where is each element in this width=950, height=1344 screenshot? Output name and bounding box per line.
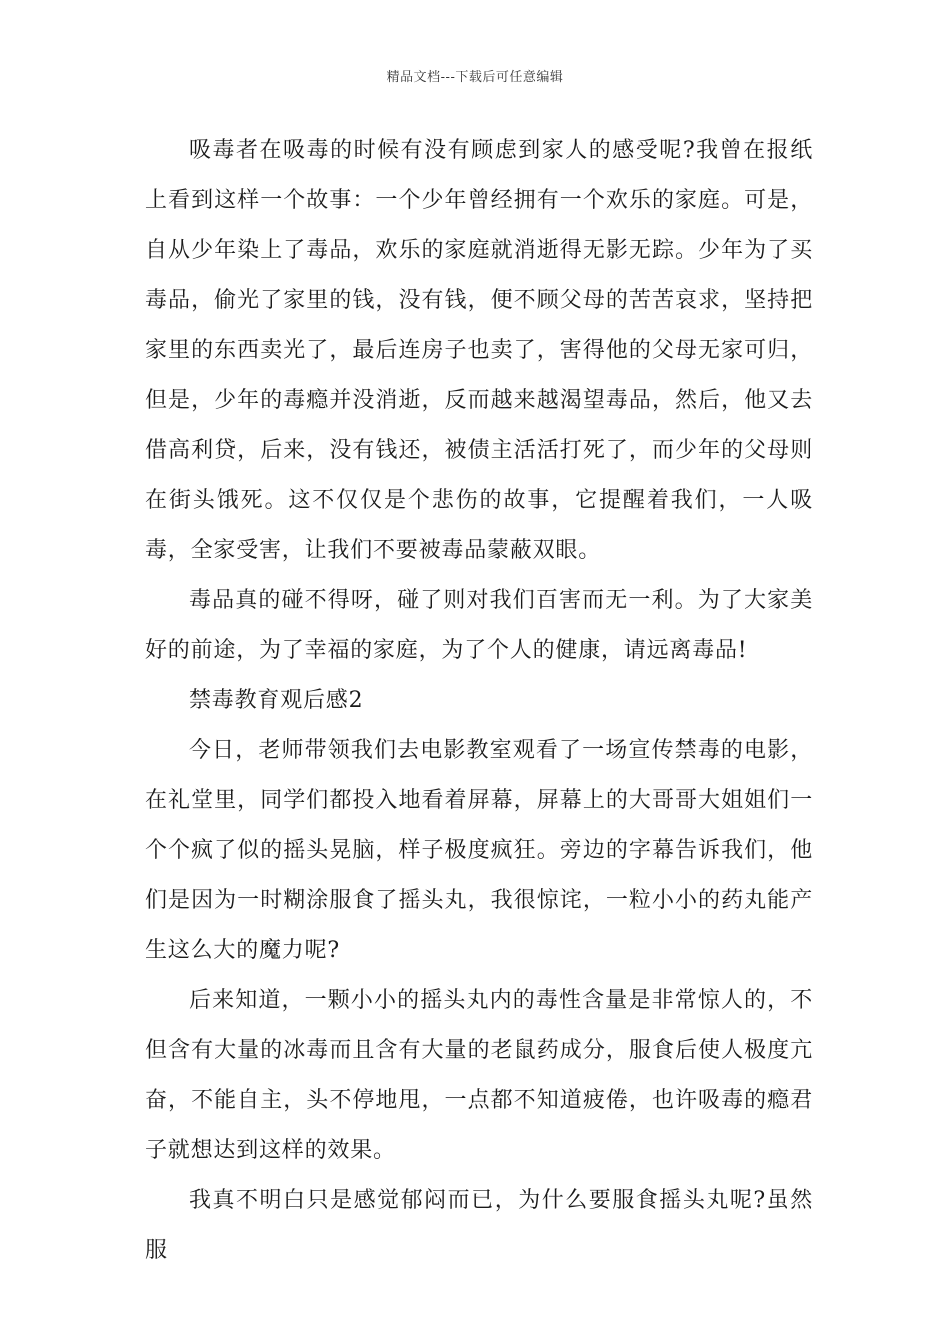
paragraph: 今日，老师带领我们去电影教室观看了一场宣传禁毒的电影，在礼堂里，同学们都投入地看着屏幕，屏幕上的大哥哥大姐姐们一个个疯了似的摇头晃脑，样子极度疯狂。旁边的字幕告诉我们，他们是因为一时糊涂服食了摇头丸，我很惊诧，一粒小小的药丸能产生这么大的魔力呢? [145,738,813,963]
page-header: 精品文档---下载后可任意编辑 [386,70,564,85]
section-heading: 禁毒教育观后感2 [189,688,364,713]
paragraph: 毒品真的碰不得呀，碰了则对我们百害而无一利。为了大家美好的前途，为了幸福的家庭，为了个人的健康，请远离毒品! [145,588,813,663]
paragraph: 吸毒者在吸毒的时候有没有顾虑到家人的感受呢?我曾在报纸上看到这样一个故事：一个少年曾经拥有一个欢乐的家庭。可是，自从少年染上了毒品，欢乐的家庭就消逝得无影无踪。少年为了买毒品，偷光了家里的钱，没有钱，便不顾父母的苦苦哀求，坚持把家里的东西卖光了，最后连房子也卖了，害得他的父母无家可归，但是，少年的毒瘾并没消逝，反而越来越渴望毒品，然后，他又去借高利贷，后来，没有钱还，被债主活活打死了，而少年的父母则在街头饿死。这不仅仅是个悲伤的故事，它提醒着我们，一人吸毒，全家受害，让我们不要被毒品蒙蔽双眼。 [145,138,813,563]
document-body [145,126,813,1276]
paragraph: 我真不明白只是感觉郁闷而已，为什么要服食摇头丸呢?虽然服 [145,1188,813,1263]
paragraph: 后来知道，一颗小小的摇头丸内的毒性含量是非常惊人的，不但含有大量的冰毒而且含有大量的老鼠药成分，服食后使人极度亢奋，不能自主，头不停地甩，一点都不知道疲倦，也许吸毒的瘾君子就想达到这样的效果。 [145,988,813,1163]
